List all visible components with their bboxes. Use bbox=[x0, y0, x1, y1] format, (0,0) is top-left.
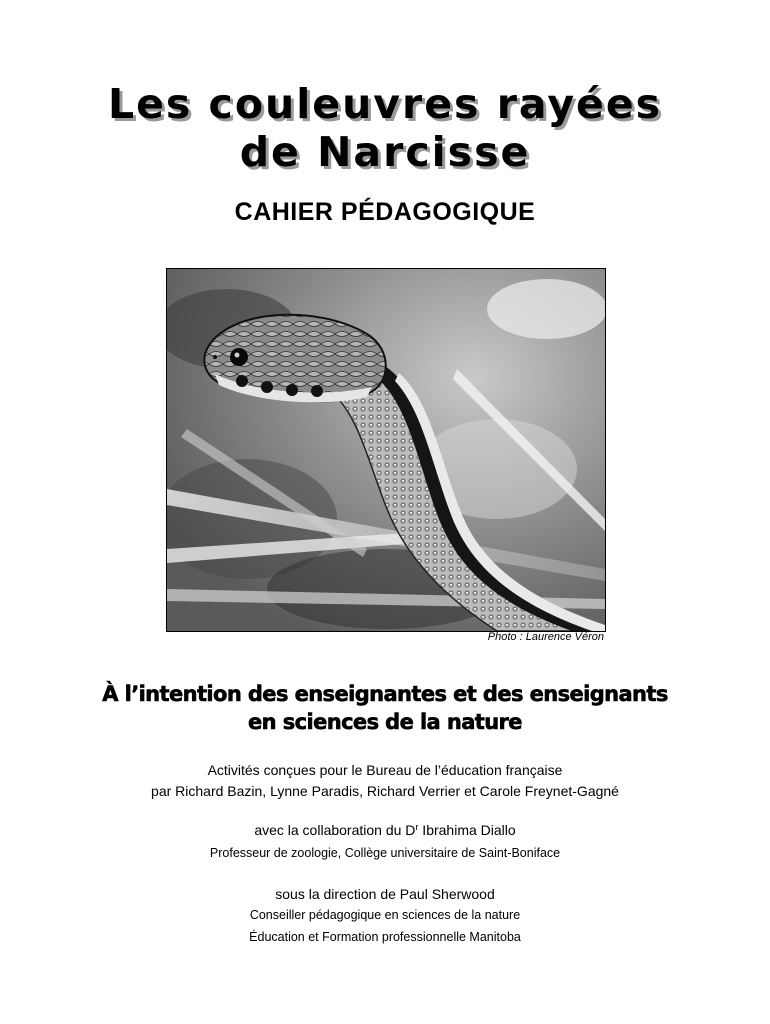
direction-line-3: Éducation et Formation professionnelle Manitoba bbox=[249, 930, 521, 944]
photo-credit: Photo : Laurence Véron bbox=[487, 631, 604, 643]
audience-line-1: À l’intention des enseignantes et des enseignants bbox=[102, 682, 668, 706]
garter-snake-photo bbox=[166, 268, 606, 632]
audience-line-2: en sciences de la nature bbox=[248, 710, 522, 734]
direction-line-2: Conseiller pédagogique en sciences de la nature bbox=[249, 908, 521, 922]
subtitle: CAHIER PÉDAGOGIQUE bbox=[234, 198, 536, 226]
collaboration-name: Ibrahima Diallo bbox=[418, 822, 516, 838]
direction-line-1: sous la direction de Paul Sherwood bbox=[275, 886, 495, 902]
authors-line-1: Activités conçues pour le Bureau de l’éducation française bbox=[207, 762, 563, 778]
collaboration-sup: r bbox=[415, 822, 419, 832]
collaboration-line bbox=[0, 822, 770, 838]
collaboration-role: Professeur de zoologie, Collège universitaire de Saint-Boniface bbox=[209, 846, 561, 860]
title-line-2: de Narcisse bbox=[239, 128, 531, 176]
authors-line-2: par Richard Bazin, Lynne Paradis, Richard Verrier et Carole Freynet-Gagné bbox=[151, 783, 619, 799]
title-line-1: Les couleuvres rayées bbox=[107, 80, 663, 128]
collaboration-prefix: avec la collaboration du D bbox=[254, 822, 416, 838]
snake-image bbox=[167, 269, 605, 631]
